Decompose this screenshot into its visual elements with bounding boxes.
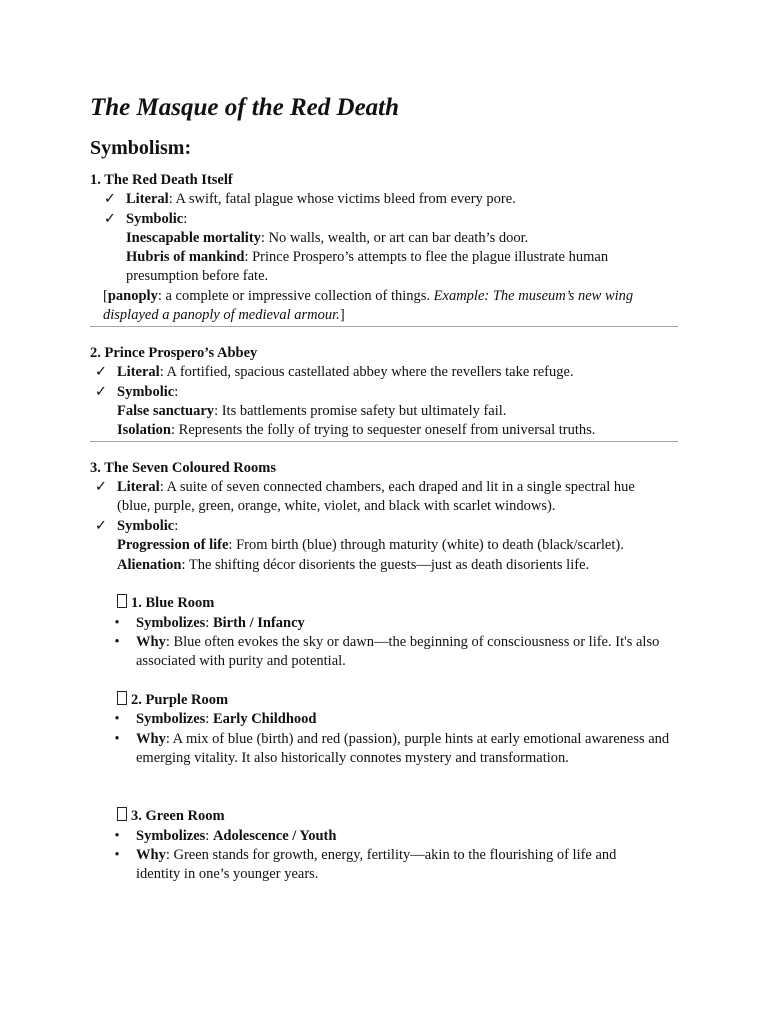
section-heading: 1. The Red Death Itself	[90, 172, 233, 188]
vocabulary-note: [panoply: a complete or impressive collection of things. Example: The museum’s new wing displayed a panoply of medieval armour.]	[103, 288, 634, 324]
symbolic-point: False sanctuary: Its battlements promise safety but ultimately fail.	[117, 403, 507, 419]
checkmark-icon: ✓	[103, 191, 117, 207]
section-divider	[90, 326, 678, 327]
room-why: Why: Green stands for growth, energy, fertility—akin to the flourishing of life and identity in one’s younger years.	[136, 847, 617, 883]
room-why: Why: Blue often evokes the sky or dawn—the beginning of consciousness or life. It's also associated with purity and potential.	[136, 634, 660, 670]
bullet-icon: •	[114, 847, 120, 863]
room-heading: 2. Purple Room	[117, 691, 228, 710]
bullet-icon: •	[114, 731, 120, 747]
missing-glyph-icon	[117, 594, 127, 608]
bullet-icon: •	[114, 711, 120, 727]
checkmark-icon: ✓	[94, 479, 108, 495]
bullet-icon: •	[114, 828, 120, 844]
section-heading: 2. Prince Prospero’s Abbey	[90, 345, 258, 361]
room-why: Why: A mix of blue (birth) and red (passion), purple hints at early emotional awareness and emerging vitality. It also historically connotes mystery and transformation.	[136, 731, 670, 767]
document-title: The Masque of the Red Death	[90, 94, 400, 121]
checkmark-icon: ✓	[94, 364, 108, 380]
symbolic-point: Alienation: The shifting décor disorients the guests—just as death disorients life.	[117, 557, 590, 573]
literal-line: Literal: A fortified, spacious castellated abbey where the revellers take refuge.	[117, 364, 574, 380]
bullet-icon: •	[114, 615, 120, 631]
symbolic-point: Isolation: Represents the folly of trying to sequester oneself from universal truths.	[117, 422, 596, 438]
room-symbolizes: Symbolizes: Adolescence / Youth	[136, 828, 337, 844]
section-divider	[90, 441, 678, 442]
section-heading: 3. The Seven Coloured Rooms	[90, 460, 276, 476]
checkmark-icon: ✓	[103, 211, 117, 227]
checkmark-icon: ✓	[94, 384, 108, 400]
room-heading: 3. Green Room	[117, 807, 225, 826]
symbolic-point: Hubris of mankind: Prince Prospero’s attempts to flee the plague illustrate human presumption before fate.	[126, 249, 609, 285]
missing-glyph-icon	[117, 807, 127, 821]
room-symbolizes: Symbolizes: Birth / Infancy	[136, 615, 305, 631]
symbolic-line: Symbolic:	[117, 384, 179, 400]
symbolic-point: Progression of life: From birth (blue) through maturity (white) to death (black/scarlet).	[117, 537, 624, 553]
symbolic-point: Inescapable mortality: No walls, wealth, or art can bar death’s door.	[126, 230, 529, 246]
room-symbolizes: Symbolizes: Early Childhood	[136, 711, 317, 727]
symbolic-line: Symbolic:	[117, 518, 179, 534]
missing-glyph-icon	[117, 691, 127, 705]
literal-line: Literal: A suite of seven connected chambers, each draped and lit in a single spectral hue (blue, purple, green, orange, white, violet, and black with scarlet windows).	[117, 479, 635, 515]
room-heading: 1. Blue Room	[117, 594, 214, 613]
section-subtitle: Symbolism:	[90, 137, 192, 159]
symbolic-line: Symbolic:	[126, 211, 188, 227]
checkmark-icon: ✓	[94, 518, 108, 534]
literal-line: Literal: A swift, fatal plague whose victims bleed from every pore.	[126, 191, 516, 207]
bullet-icon: •	[114, 634, 120, 650]
